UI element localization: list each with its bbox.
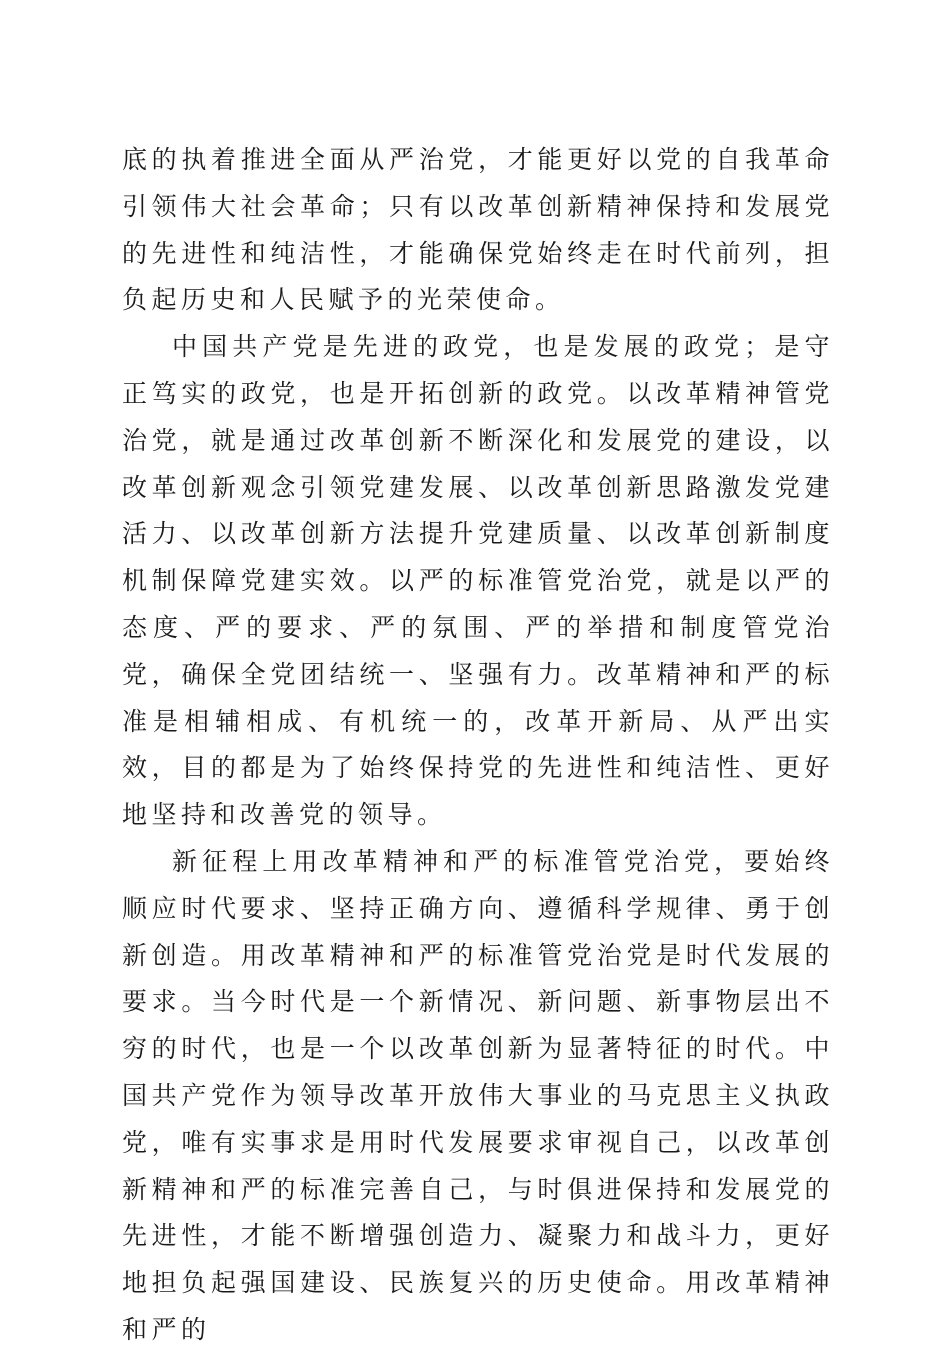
document-body (122, 137, 834, 1354)
paragraph-1: 底的执着推进全面从严治党，才能更好以党的自我革命引领伟大社会革命；只有以改革创新精神保持和发展党的先进性和纯洁性，才能确保党始终走在时代前列，担负起历史和人民赋予的光荣使命。 (122, 145, 834, 315)
paragraph-2: 中国共产党是先进的政党，也是发展的政党；是守正笃实的政党，也是开拓创新的政党。以改革精神管党治党，就是通过改革创新不断深化和发展党的建设，以改革创新观念引领党建发展、以改革创新思路激发党建活力、以改革创新方法提升党建质量、以改革创新制度机制保障党建实效。以严的标准管党治党，就是以严的态度、严的要求、严的氛围、严的举措和制度管党治党，确保全党团结统一、坚强有力。改革精神和严的标准是相辅相成、有机统一的，改革开新局、从严出实效，目的都是为了始终保持党的先进性和纯洁性、更好地坚持和改善党的领导。 (122, 332, 834, 830)
paragraph-3: 新征程上用改革精神和严的标准管党治党，要始终顺应时代要求、坚持正确方向、遵循科学规律、勇于创新创造。用改革精神和严的标准管党治党是时代发展的要求。当今时代是一个新情况、新问题、新事物层出不穷的时代，也是一个以改革创新为显著特征的时代。中国共产党作为领导改革开放伟大事业的马克思主义执政党，唯有实事求是用时代发展要求审视自己，以改革创新精神和严的标准完善自己，与时俱进保持和发展党的先进性，才能不断增强创造力、凝聚力和战斗力，更好地担负起强国建设、民族复兴的历史使命。用改革精神和严的 (122, 846, 834, 1344)
